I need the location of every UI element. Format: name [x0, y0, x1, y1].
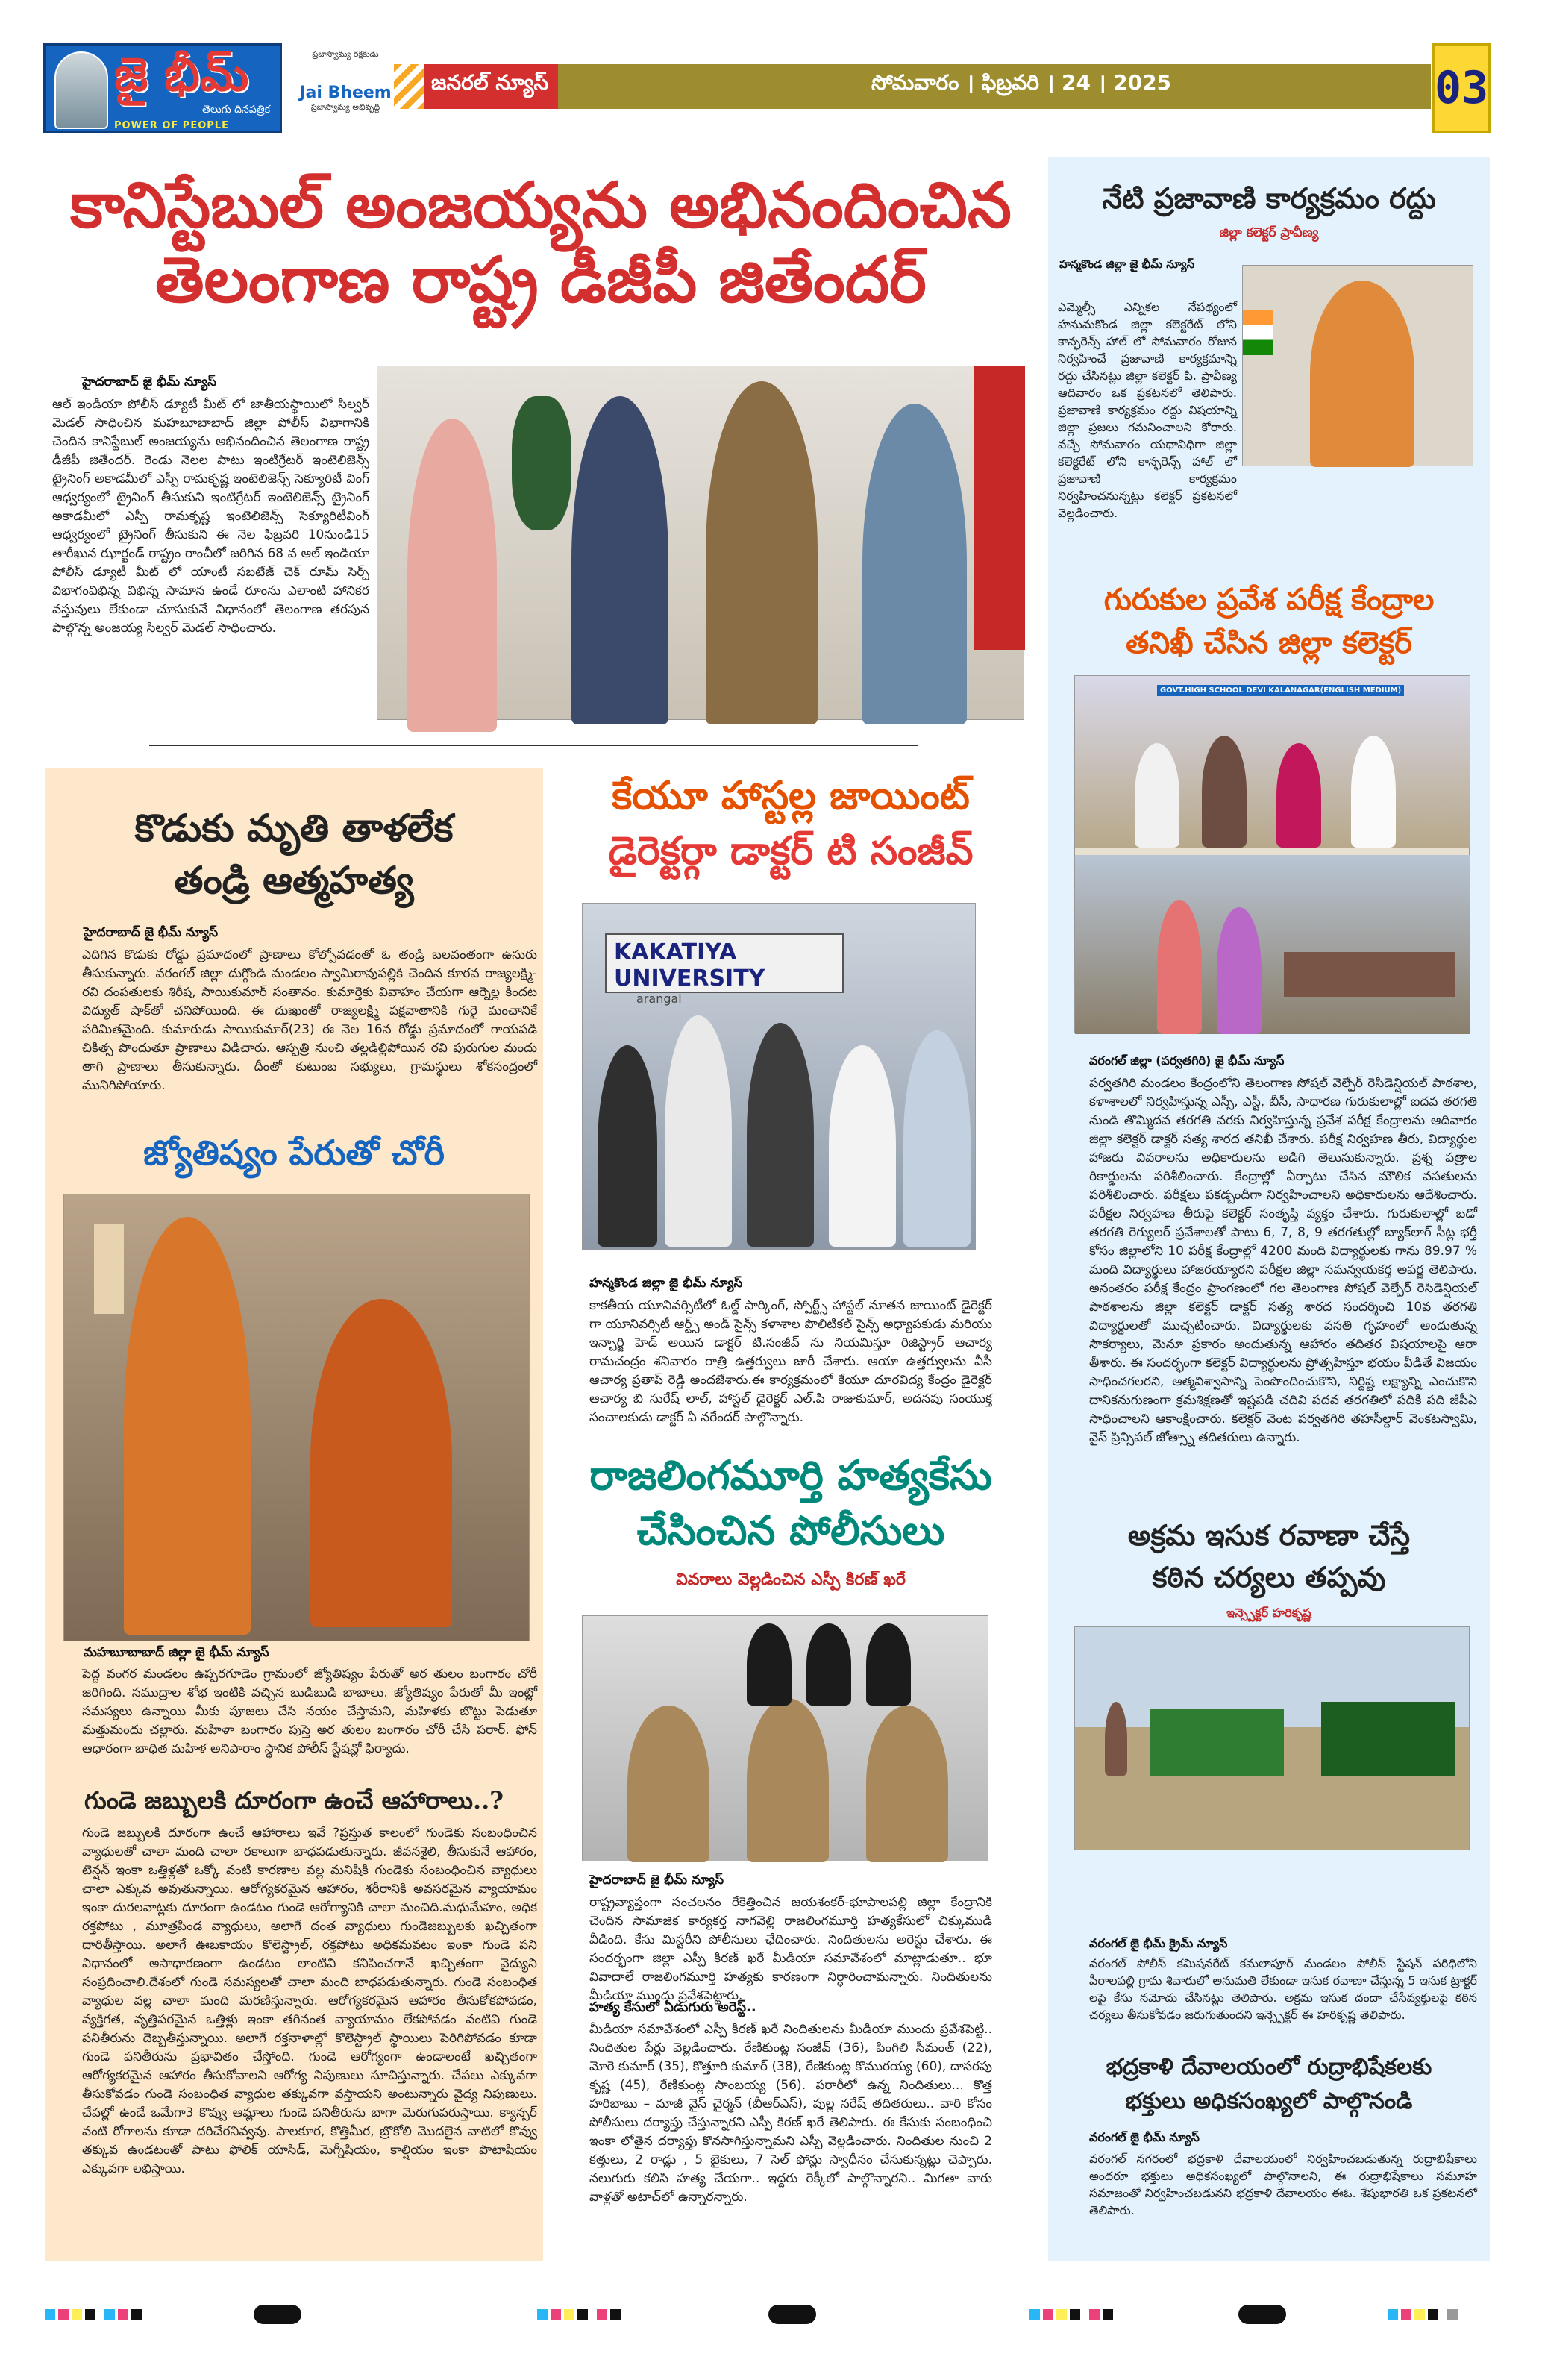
gurukula-photo-top [1075, 676, 1470, 848]
photo-flag [974, 366, 1025, 650]
lead-headline-line2: తెలంగాణ రాష్ట్ర డీజీపీ జితేందర్ [155, 242, 927, 316]
son-headline-line2: తండ్రి ఆత్మహత్య [174, 858, 414, 902]
photo-person-woman [407, 419, 497, 732]
reg-cyan-2 [104, 2309, 115, 2320]
sand-body: వరంగల్ పోలీస్ కమిషనరేట్ కమలాపూర్ మండలం పోలీస్ స్టేషన్ పరిధిలోని పీరాలపల్లి గ్రామ శివారులో అనుమతి లేకుండా ఇసుక రవాణా చేస్తున్న 5 ఇసుక ట్రాక్టర్ లపై కేసు నమోదు చేసినట్లు తెలిపారు. అక్రమ ఇసుక దందా చేసేవ్యక్తులపై కఠిన చర్యలు తీసుకోవడం జరుగుతుందని ఇన్స్పెక్టర్ ఈ హరికృష్ణ తెలిపారు. [1089, 1956, 1477, 2022]
astro-headline: జ్యోతిష్యం పేరుతో చోరీ [143, 1133, 445, 1173]
ku-banner [605, 933, 844, 1006]
astro-body: పెద్ద వంగర మండలం ఉప్పరగూడెం గ్రామంలో జ్యోతిష్యం పేరుతో అర తులం బంగారం చోరీ జరిగింది. సముద్రాల శోభ ఇంటికి వచ్చిన బుడిబుడి బాబాలు. జ్యోతిష్యం పేరుతో మీ ఇంట్లో సమస్యలు ఉన్నాయి మీకు పూజలు చేసి నయం చేస్తామని, మహిళకు బొట్టు పెడుతూ మత్తుమందు చల్లారు. మహిళా బంగారం పుస్తె అర తులం బంగారం చోరీ చేసి పరార్. ఫోన్ ఆధారంగా బాధిత మహిళ అనిపారాం స్థానిక పోలీస్ స్టేషన్లో ఫిర్యాదు. [82, 1667, 537, 1756]
photo-person-c [1276, 743, 1321, 848]
photo-person-2 [665, 1015, 732, 1247]
photo-person-3 [747, 1023, 814, 1247]
ku-headline [567, 768, 1015, 879]
reg-yellow [72, 2309, 82, 2320]
gurukula-headline-line1: గురుకుల ప్రవేశ పరీక్ష కేంద్రాల [1103, 582, 1435, 617]
logo-tagline: POWER OF PEOPLE [114, 120, 229, 131]
photo-person-4 [829, 1045, 896, 1247]
murder-headline [567, 1447, 1015, 1558]
lead-headline-line1: కానిస్టేబుల్ అంజయ్యను అభినందించిన [70, 168, 1012, 242]
photo-person-b [1202, 736, 1247, 848]
photo-person-a [1135, 743, 1179, 848]
sand-subhead: ఇన్స్పెక్టర్ హరికృష్ణ [1226, 1606, 1311, 1620]
brand-tagline-top: ప్రజాస్వామ్య రక్షకుడు [312, 49, 379, 59]
reg-yellow-5 [1056, 2309, 1067, 2320]
lead-dateline: హైదరాబాద్ జై భీమ్ న్యూస్ [82, 375, 217, 389]
brand-name: Jai Bheem [299, 84, 392, 102]
bhadrakali-headline [1056, 2050, 1482, 2119]
astro-photo [63, 1194, 530, 1641]
ku-dateline: హన్మకొండ జిల్లా జై భీమ్ న్యూస్ [589, 1276, 743, 1291]
photo-plant [512, 396, 571, 530]
photo-accused-1 [747, 1623, 792, 1706]
reg-magenta-2 [118, 2309, 128, 2320]
reg-grey-7 [1447, 2309, 1458, 2320]
ku-headline-line2: డైరెక్టర్గా డాక్టర్ టి సంజీవ్ [608, 828, 974, 874]
photo-person-g [1105, 1702, 1127, 1776]
photo-desks [1284, 952, 1455, 997]
reg-yellow-3 [564, 2309, 574, 2320]
reg-cyan-5 [1029, 2309, 1040, 2320]
sand-headline-line2: కఠిన చర్యలు తప్పవు [1152, 1560, 1386, 1594]
murder-subhead2: హత్య కేసులో ఏడుగురు అరెస్ట్.. [589, 1999, 756, 2015]
section-stripe [394, 64, 424, 109]
section-label: జనరల్ న్యూస్ [431, 70, 549, 95]
murder-dateline: హైదరాబాద్ జై భీమ్ న్యూస్ [589, 1873, 724, 1888]
reg-magenta-5 [1043, 2309, 1053, 2320]
bhadrakali-headline-line1: భద్రకాళి దేవాలయంలో రుద్రాభిషేకలకు [1106, 2054, 1432, 2080]
sand-photo [1074, 1626, 1470, 1850]
sand-dateline: వరంగల్ జై భీమ్ క్రైమ్ న్యూస్ [1089, 1936, 1228, 1950]
murder-headline-line1: రాజలింగమూర్తి హత్యకేసు [589, 1451, 992, 1499]
heart-headline: గుండె జబ్బులకి దూరంగా ఉంచే ఆహారాలు..? [84, 1786, 504, 1814]
reg-cyan-7 [1388, 2309, 1398, 2320]
gurukula-headline-line2: తనిఖీ చేసిన జిల్లా కలెక్టర్ [1126, 625, 1412, 660]
reg-magenta-3 [551, 2309, 561, 2320]
murder-headline-line2: చేసించిన పోలీసులు [636, 1506, 945, 1554]
photo-person-5 [903, 1030, 971, 1247]
reg-magenta-6 [1089, 2309, 1100, 2320]
reg-cyan [45, 2309, 55, 2320]
reg-black-5 [1070, 2309, 1080, 2320]
photo-person-accused-2 [310, 1299, 452, 1627]
prajavani-subhead: జిల్లా కలెక్టర్ ప్రావీణ్య [1219, 225, 1319, 240]
ku-headline-line1: కేయూ హాస్టల్ల జాయింట్ [612, 773, 970, 818]
photo-person-e [1157, 900, 1202, 1034]
masthead [43, 43, 1491, 133]
murder-subhead: వివరాలు వెల్లడించిన ఎస్పీ కిరణ్ ఖరే [676, 1571, 906, 1589]
photo-person-f [1217, 907, 1262, 1034]
gurukula-photo [1074, 675, 1470, 1033]
reg-black [85, 2309, 95, 2320]
reg-cyan-3 [537, 2309, 548, 2320]
lead-body: ఆల్ ఇండియా పోలీస్ డ్యూటీ మీట్ లో జాతీయస్థాయిలో సిల్వర్ మెడల్ సాధించిన మహబూబాబాద్ జిల్లా పోలీస్ విభాగానికి చెందిన కానిస్టేబుల్ అంజయ్యను అభినందించిన తెలంగాణ రాష్ట్ర డీజీపీ జితేందర్. రెండు నెలల పాటు ఇంటిగ్రేటర్ ఇంటెలిజెన్స్ ట్రైనింగ్ అకాడమీలో ఎస్పీ రామకృష్ణ ఇంటెలిజెన్స్ సెక్యూరిటీ వింగ్ ఆధ్వర్యంలో ట్రైనింగ్ తీసుకుని ఇంటిగ్రేటర్ ఇంటెలిజెన్స్ ట్రైనింగ్ అకాడమీలో ఎస్పీ రామకృష్ణ ఇంటెలిజెన్స్ సెక్యూరిటీవింగ్ ఆధ్వర్యంలో ట్రైనింగ్ తీసుకుని ఈ నెల ఫిబ్రవరి 10నుండి15 తారీఖున ఝార్ఖండ్ రాష్ట్రం రాంచీలో జరిగిన 68 వ ఆల్ ఇండియా పోలీస్ డ్యూటీ మీట్ లో యాంటీ సబటేజ్ చెక్ రూమ్ సెర్చ్ విభాగంవిభిన్న విభిన్న సామాన ఉండే రూంను ఎలాంటి హానికర వస్తువులు లేకుండా చూసుకునే విధానంలో తెలంగాణ తరపున పాల్గొన్న అంజయ్య సిల్వర్ మెడల్ సాధించారు. [52, 397, 369, 636]
reg-black-2 [131, 2309, 142, 2320]
reg-magenta [58, 2309, 69, 2320]
lead-photo [377, 366, 1024, 720]
son-body: ఎదిగిన కొడుకు రోడ్డు ప్రమాదంలో ప్రాణాలు కోల్పోవడంతో ఓ తండ్రి బలవంతంగా ఉసురు తీసుకున్నారు. వరంగల్ జిల్లా దుగ్గొండి మండలం స్వామిరావుపల్లికి చెందిన కూరవ రాజ్యలక్ష్మి-రవి దంపతులకు శిరీష, సాయికుమార్ సంతానం. కుమార్తెకు వివాహం చేయగా ఆర్నెల్ల కిందట విద్యుత్ షాక్‌తో చనిపోయింది. ఈ దుఃఖంతో రాజ్యలక్ష్మి పక్షవాతానికి గురై మంచానికే పరిమితమైంది. కుమారుడు సాయికుమార్(23) ఈ నెల 16న రోడ్డు ప్రమాదంలో గాయపడి చికిత్స పొందుతూ ప్రాణాలు విడిచారు. ఆస్పత్రి నుంచి తల్లడిల్లిపోయిన రవి పురుగుల మందు తాగి ప్రాణాలు తీసుకున్నారు. దీంతో కుటుంబ సభ్యులు, గ్రామస్థులు శోకసంద్రంలో మునిగిపోయారు. [82, 948, 537, 1093]
gurukula-headline [1056, 578, 1482, 665]
reg-pill-1 [254, 2305, 301, 2324]
astro-dateline: మహబూబాబాద్ జిల్లా జై భీమ్ న్యూస్ [84, 1645, 269, 1660]
murder-body: రాష్ట్రవ్యాప్తంగా సంచలనం రేకెత్తించిన జయశంకర్-భూపాలపల్లి జిల్లా కేంద్రానికి చెందిన సామాజిక కార్యకర్త నాగవెల్లి రాజలింగమూర్తి హత్యకేసులో చిక్కుముడి వీడింది. కేసు మిస్టరీని పోలీసులు ఛేదించారు. నిందితులను అరెస్టు చేశారు. ఈ సందర్భంగా జిల్లా ఎస్పీ కిరణ్ ఖరే మీడియా సమావేశంలో మాట్లాడుతూ.. భూ వివాదాలే రాజలింగమూర్తి హత్యకు కారణంగా నిర్ధారించామన్నారు. నిందితులను మీడియా ముందు ప్రవేశపెట్టారు. [589, 1895, 992, 2003]
reg-yellow-7 [1414, 2309, 1425, 2320]
photo-tractor-2 [1321, 1702, 1455, 1776]
page-number: 03 [1432, 43, 1491, 133]
brand-tagline-bottom: ప్రజాస్వామ్య అభివృద్ధి [310, 102, 380, 112]
reg-black-3 [577, 2309, 588, 2320]
prajavani-headline: నేటి ప్రజావాణి కార్యక్రమం రద్దు [1102, 181, 1436, 215]
bhadrakali-body: వరంగల్ నగరంలో భద్రకాళి దేవాలయంలో నిర్వహించబడుతున్న రుద్రాభిషేకాలు అందరూ భక్తులు అధికసంఖ్యలో పాల్గొనాలని, ఈ రుద్రాభిషేకాలు సమూహ సమాజంతో నిర్వహించబడునని భద్రకాళి దేవాలయం ఈఓ. శేషుభారతి ఒక ప్రకటనలో తెలిపారు. [1089, 2152, 1477, 2217]
reg-magenta-7 [1401, 2309, 1411, 2320]
ku-photo [582, 903, 976, 1250]
photo-person-d [1351, 736, 1396, 848]
murder-photo [582, 1615, 988, 1861]
photo-flag-india [1243, 310, 1273, 355]
ku-banner-sub: arangal [636, 992, 682, 1006]
photo-tractor-1 [1150, 1709, 1284, 1776]
date-line: సోమవారం । ఫిబ్రవరి । 24 । 2025 [871, 70, 1172, 95]
son-headline [60, 802, 528, 906]
reg-black-4 [610, 2309, 621, 2320]
prajavani-body-part: ఎమ్మెల్సీ ఎన్నికల నేపథ్యంలో హనుమకొండ జిల్లా కలెక్టరేట్ లోని కాన్ఫరెన్స్ హాల్ లో సోమవారం రోజున నిర్వహించే ప్రజావాణి కార్యక్రమాన్ని రద్దు చేసినట్లు జిల్లా కలెక్టర్ పి. ప్రావీణ్య ఆదివారం ఒక ప్రకటనలో తెలిపారు. ప్రజావాణి కార్యక్రమం రద్దు విషయాన్ని జిల్లా ప్రజలు గమనించాలని కోరారు. వచ్చే సోమవారం యథావిధిగా జిల్లా కలెక్టరేట్ లోని కాన్ఫరెన్స్ హాల్ లో ప్రజావాణి కార్యక్రమం నిర్వహించనున్నట్లు కలెక్టర్ ప్రకటనలో వెల్లడించారు. [1058, 300, 1237, 520]
brand-block [289, 49, 401, 130]
reg-pill-2 [768, 2305, 816, 2324]
photo-police-3 [866, 1706, 948, 1862]
photo-collector [1310, 281, 1414, 467]
reg-magenta-4 [597, 2309, 607, 2320]
murder-body2: మీడియా సమావేశంలో ఎస్పీ కిరణ్ ఖరే నిందితులను మీడియా ముందు ప్రవేశపెట్టి.. నిందితుల పేర్లు వెల్లడించారు. రేణికుంట్ల సంజీవ్ (36), పింగిలి సీమంత్ (22), మోరె కుమార్ (35), కొత్తూరి కుమార్ (38), రేణికుంట్ల కొమురయ్య (60), దాసరపు కృష్ణ (45), రేణికుంట్ల సాంబయ్య (56). పరారీలో ఉన్న నిందితులు... కొత్త హరిబాబు – మాజీ వైస్ చైర్మన్ (బీఆర్ఎస్), పుల్ల నరేష్ తదితరులు.. వారి కోసం పోలీసులు దర్యాప్తు చేస్తున్నారని ఎస్పీ కిరణ్ ఖరే తెలిపారు. ఈ కేసుకు సంబంధించి ఇంకా లోతైన దర్యాప్తు కొనసాగిస్తున్నామని ఎస్పీ వెల్లడించారు. నిందితుల నుంచి 2 కత్తులు, 2 రాడ్లు , 5 బైకులు, 7 సెల్ ఫోన్లు స్వాధీనం చేసుకున్నట్లు చెప్పారు. నలుగురు కలిసి హత్య చేయగా.. ఇద్దరు రెక్కీలో పాల్గొన్నారని.. మిగతా వారు వాళ్లతో అటాచ్‌లో ఉన్నారన్నారు. [589, 2022, 992, 2205]
photo-poster [94, 1224, 124, 1314]
photo-person-dgp [706, 381, 818, 724]
logo-subtitle: తెలుగు దినపత్రిక [202, 104, 271, 116]
photo-accused-2 [806, 1623, 851, 1706]
gurukula-photo-sign: GOVT.HIGH SCHOOL DEVI KALANAGAR(ENGLISH MEDIUM) [1157, 685, 1404, 696]
collector-photo [1242, 265, 1473, 466]
photo-person-officer [862, 404, 967, 724]
logo-title: జై భీమ్ [114, 47, 249, 101]
photo-police-2 [747, 1698, 829, 1862]
son-dateline: హైదరాబాద్ జై భీమ్ న్యూస్ [84, 925, 219, 940]
sand-headline-line1: అక్రమ ఇసుక రవాణా చేస్తే [1127, 1518, 1411, 1552]
gurukula-photo-bottom [1075, 855, 1470, 1034]
print-registration-marks [0, 2302, 1542, 2332]
photo-person-accused-1 [124, 1217, 251, 1635]
lead-headline [45, 168, 1037, 317]
photo-accused-3 [866, 1623, 911, 1706]
prajavani-dateline: హన్మకొండ జిల్లా జై భీమ్ న్యూస్ [1059, 257, 1195, 271]
reg-black-6 [1103, 2309, 1113, 2320]
reg-black-7 [1428, 2309, 1438, 2320]
sand-headline [1056, 1515, 1482, 1598]
photo-police-1 [627, 1706, 709, 1862]
divider [149, 745, 918, 746]
logo [43, 43, 282, 133]
reg-pill-3 [1238, 2305, 1286, 2324]
photo-person-constable [571, 396, 668, 724]
ku-banner-text: KAKATIYA UNIVERSITY [614, 939, 765, 992]
gurukula-dateline: వరంగల్ జిల్లా (పర్వతగిరి) జై భీమ్ న్యూస్ [1089, 1053, 1285, 1068]
gurukula-body: పర్వతగిరి మండలం కేంద్రంలోని తెలంగాణ సోషల్ వెల్ఫేర్ రెసిడెన్షియల్ పాఠశాల, కళాశాలలో నిర్వహిస్తున్న ఎస్సీ, ఎస్టీ, బీసీ, సాధారణ గురుకులాల్లో ఐదవ తరగతి నుండి తొమ్మిదవ తరగతి వరకు నిర్వహిస్తున్న ప్రవేశ పరీక్ష కేంద్రాలను ఆదివారం జిల్లా కలెక్టర్ డాక్టర్ సత్య శారద తనిఖీ చేశారు. పరీక్ష నిర్వహణ తీరు, విద్యార్థుల హాజరు వివరాలను అధికారులను అడిగి తెలుసుకున్నారు. ప్రశ్న పత్రాల రికార్డులను పరిశీలించారు. కేంద్రాల్లో ఏర్పాటు చేసిన మౌలిక వసతులను పరిశీలించారు. పరీక్షలు పకడ్బందీగా నిర్వహించాలని అధికారులను ఆదేశించారు. పరీక్షల నిర్వహణ తీరుపై కలెక్టర్ సంతృప్తి వ్యక్తం చేశారు. గురుకులాల్లో బడో తరగతి రెగ్యులర్ ప్రవేశాలతో పాటు 6, 7, 8, 9 తరగతుల్లో బ్యాక్‌లాగ్ సీట్ల భర్తీ కోసం జిల్లాలోని 10 పరీక్ష కేంద్రాల్లో 4200 మంది విద్యార్థులకు గాను 89.97 % మంది విద్యార్థులు హాజరయ్యారని పరీక్షల జిల్లా సమన్వయకర్త అపర్ణ తెలిపారు. అనంతరం పరీక్ష కేంద్రం ప్రాంగణంలో గల తెలంగాణ సోషల్ వెల్ఫేర్ రెసిడెన్షియల్ పాఠశాలను జిల్లా కలెక్టర్ డాక్టర్ సత్య శారద సందర్శించి 10వ తరగతి విద్యార్థులతో ముచ్చటించారు. విద్యార్థులకు వసతి గృహంలో అందుతున్న సౌకర్యాలు, మెనూ ప్రకారం అందుతున్న ఆహారం తదితర విషయాలపై ఆరా తీశారు. ఈ సందర్భంగా కలెక్టర్ విద్యార్థులను ప్రోత్సహిస్తూ భయం వీడితే విజయం సాధించగలరని, ఆత్మవిశ్వాసాన్ని పెంపొందించుకొని, నిర్దిష్ట లక్ష్యాన్ని ఎంచుకొని దానికనుగుణంగా క్రమశిక్షణతో ఇష్టపడి చదివి పదవ తరగతిలో పదికి పది జీపీఏ సాధించాలని ఆకాంక్షించారు. కలెక్టర్ వెంట పర్వతగిరి తహసీల్దార్ వెంకటస్వామి, వైస్ ప్రిన్సిపల్ జోత్స్నా తదితరులు ఉన్నారు. [1089, 1076, 1477, 1445]
ku-body: కాకతీయ యూనివర్సిటీలో ఓల్డ్ పార్కింగ్, స్పోర్ట్స్ హాస్టల్ నూతన జాయింట్ డైరెక్టర్ గా యూనివర్సిటీ ఆర్ట్స్ అండ్ సైన్స్ కళాశాల పొలిటికల్ సైన్స్ అధ్యాపకుడు మరియు ఇన్చార్జి హెడ్ అయిన డాక్టర్ టి.సంజీవ్ ను నియమిస్తూ రిజిస్ట్రార్ ఆచార్య రామచంద్రం శనివారం రాత్రి ఉత్తర్వులు జారీ చేశారు. ఆయా ఉత్తర్వులను వీసీ ఆచార్య ప్రతాప్ రెడ్డి అందజేశారు.ఈ కార్యక్రమంలో కేయూ దూరవిద్య కేంద్రం డైరెక్టర్ ఆచార్య బి సురేష్ లాల్, హాస్టల్ డైరెక్టర్ ఎల్.పి రాజుకుమార్, అదనపు సంయుక్త సంచాలకుడు డాక్టర్ ఏ నరేందర్ పాల్గొన్నారు. [589, 1298, 992, 1425]
heart-body: గుండె జబ్బులకి దూరంగా ఉంచే ఆహారాలు ఇవే ?ప్రస్తుత కాలంలో గుండెకు సంబంధించిన వ్యాధులతో చాలా మంది చాలా రకాలుగా బాధపడుతున్నారు. జీవనశైలి, తీసుకునే ఆహారం, టెన్షన్ ఇంకా ఒత్తిళ్లతో ఒక్కో వంటి కారణాల వల్ల మనిషికి గుండెకు సంబంధించిన వ్యాధులు చాలా ఎక్కువ అవుతున్నాయి. ఆరోగ్యకరమైన ఆహారం, శరీరానికి అవసరమైన వ్యాయామం ఇంకా దురలవాట్లకు దూరంగా ఉండటం గుండె ఆరోగ్యానికి చాలా మంచిది.మధుమేహం, అధిక రక్తపోటు , మూత్రపిండ వ్యాధులు, అలాగే దంత వ్యాధులు గుండెజబ్బులకు ఖచ్చితంగా దారితీస్తాయి. అలాగే ఊబకాయం కొలెస్ట్రాల్, రక్తపోటు అధికమవటం ఇంకా గుండె పని విధానంలో అసాధారణంగా ఉండటం లాంటివి కనిపించగానే ఖచ్చితంగా వైద్యుని సంప్రదించాలి.దేశంలో గుండె సమస్యలతో చాలా మంది బాధపడుతున్నారు. గుండె సంబంధిత వ్యాధుల వల్ల చాలా మంది మరణిస్తున్నారు. ఆరోగ్యకరమైన ఆహారం తీసుకోకపోవడం, వ్యక్తిగత, వృత్తిపరమైన ఒత్తిళ్లు ఇంకా తగినంత వ్యాయామం లేకపోవడం వంటివి గుండె పనితీరును దెబ్బతీస్తున్నాయి. అలాగే రక్తనాళాల్లో కొలెస్ట్రాల్ స్థాయిలు పెరిగిపోవడం కూడా గుండె పనితీరును ప్రభావితం చేస్తోంది. గుండె ఆరోగ్యంగా ఉండాలంటే ఖచ్చితంగా ఆరోగ్యకరమైన ఆహారం తీసుకోవాలని ఆరోగ్య నిపుణులు సూచిస్తున్నారు. చేపలు ఎక్కువగా తీసుకోవడం గుండె సంబంధిత వ్యాధుల తక్కువగా వస్తాయని అంటున్నారు వైద్య నిపుణులు. చేపల్లో ఉండే ఒమేగా3 కొవ్వు ఆమ్లాలు గుండె పనితీరును బాగా మెరుగుపరుస్తాయి. క్యాన్సర్ వంటి రోగాలను కూడా దరిచేరనివ్వవు. పాలకూర, కొత్తిమీర, బ్రొకోలి మొదలైన వాటిలో కొవ్వు తక్కువ ఉండటంతో పాటు ఫోలిక్ యాసిడ్, మెగ్నీషియం, కాల్షియం ఇంకా పొటాషియం ఎక్కువగా లభిస్తాయి. [82, 1826, 537, 2176]
ambedkar-portrait-icon [54, 51, 108, 129]
bhadrakali-headline-line2: భక్తులు అధికసంఖ్యలో పాల్గొనండి [1125, 2088, 1413, 2114]
photo-person-1 [598, 1045, 657, 1247]
bhadrakali-dateline: వరంగల్ జై భీమ్ న్యూస్ [1089, 2130, 1200, 2144]
son-headline-line1: కొడుకు మృతి తాళలేక [134, 806, 454, 850]
